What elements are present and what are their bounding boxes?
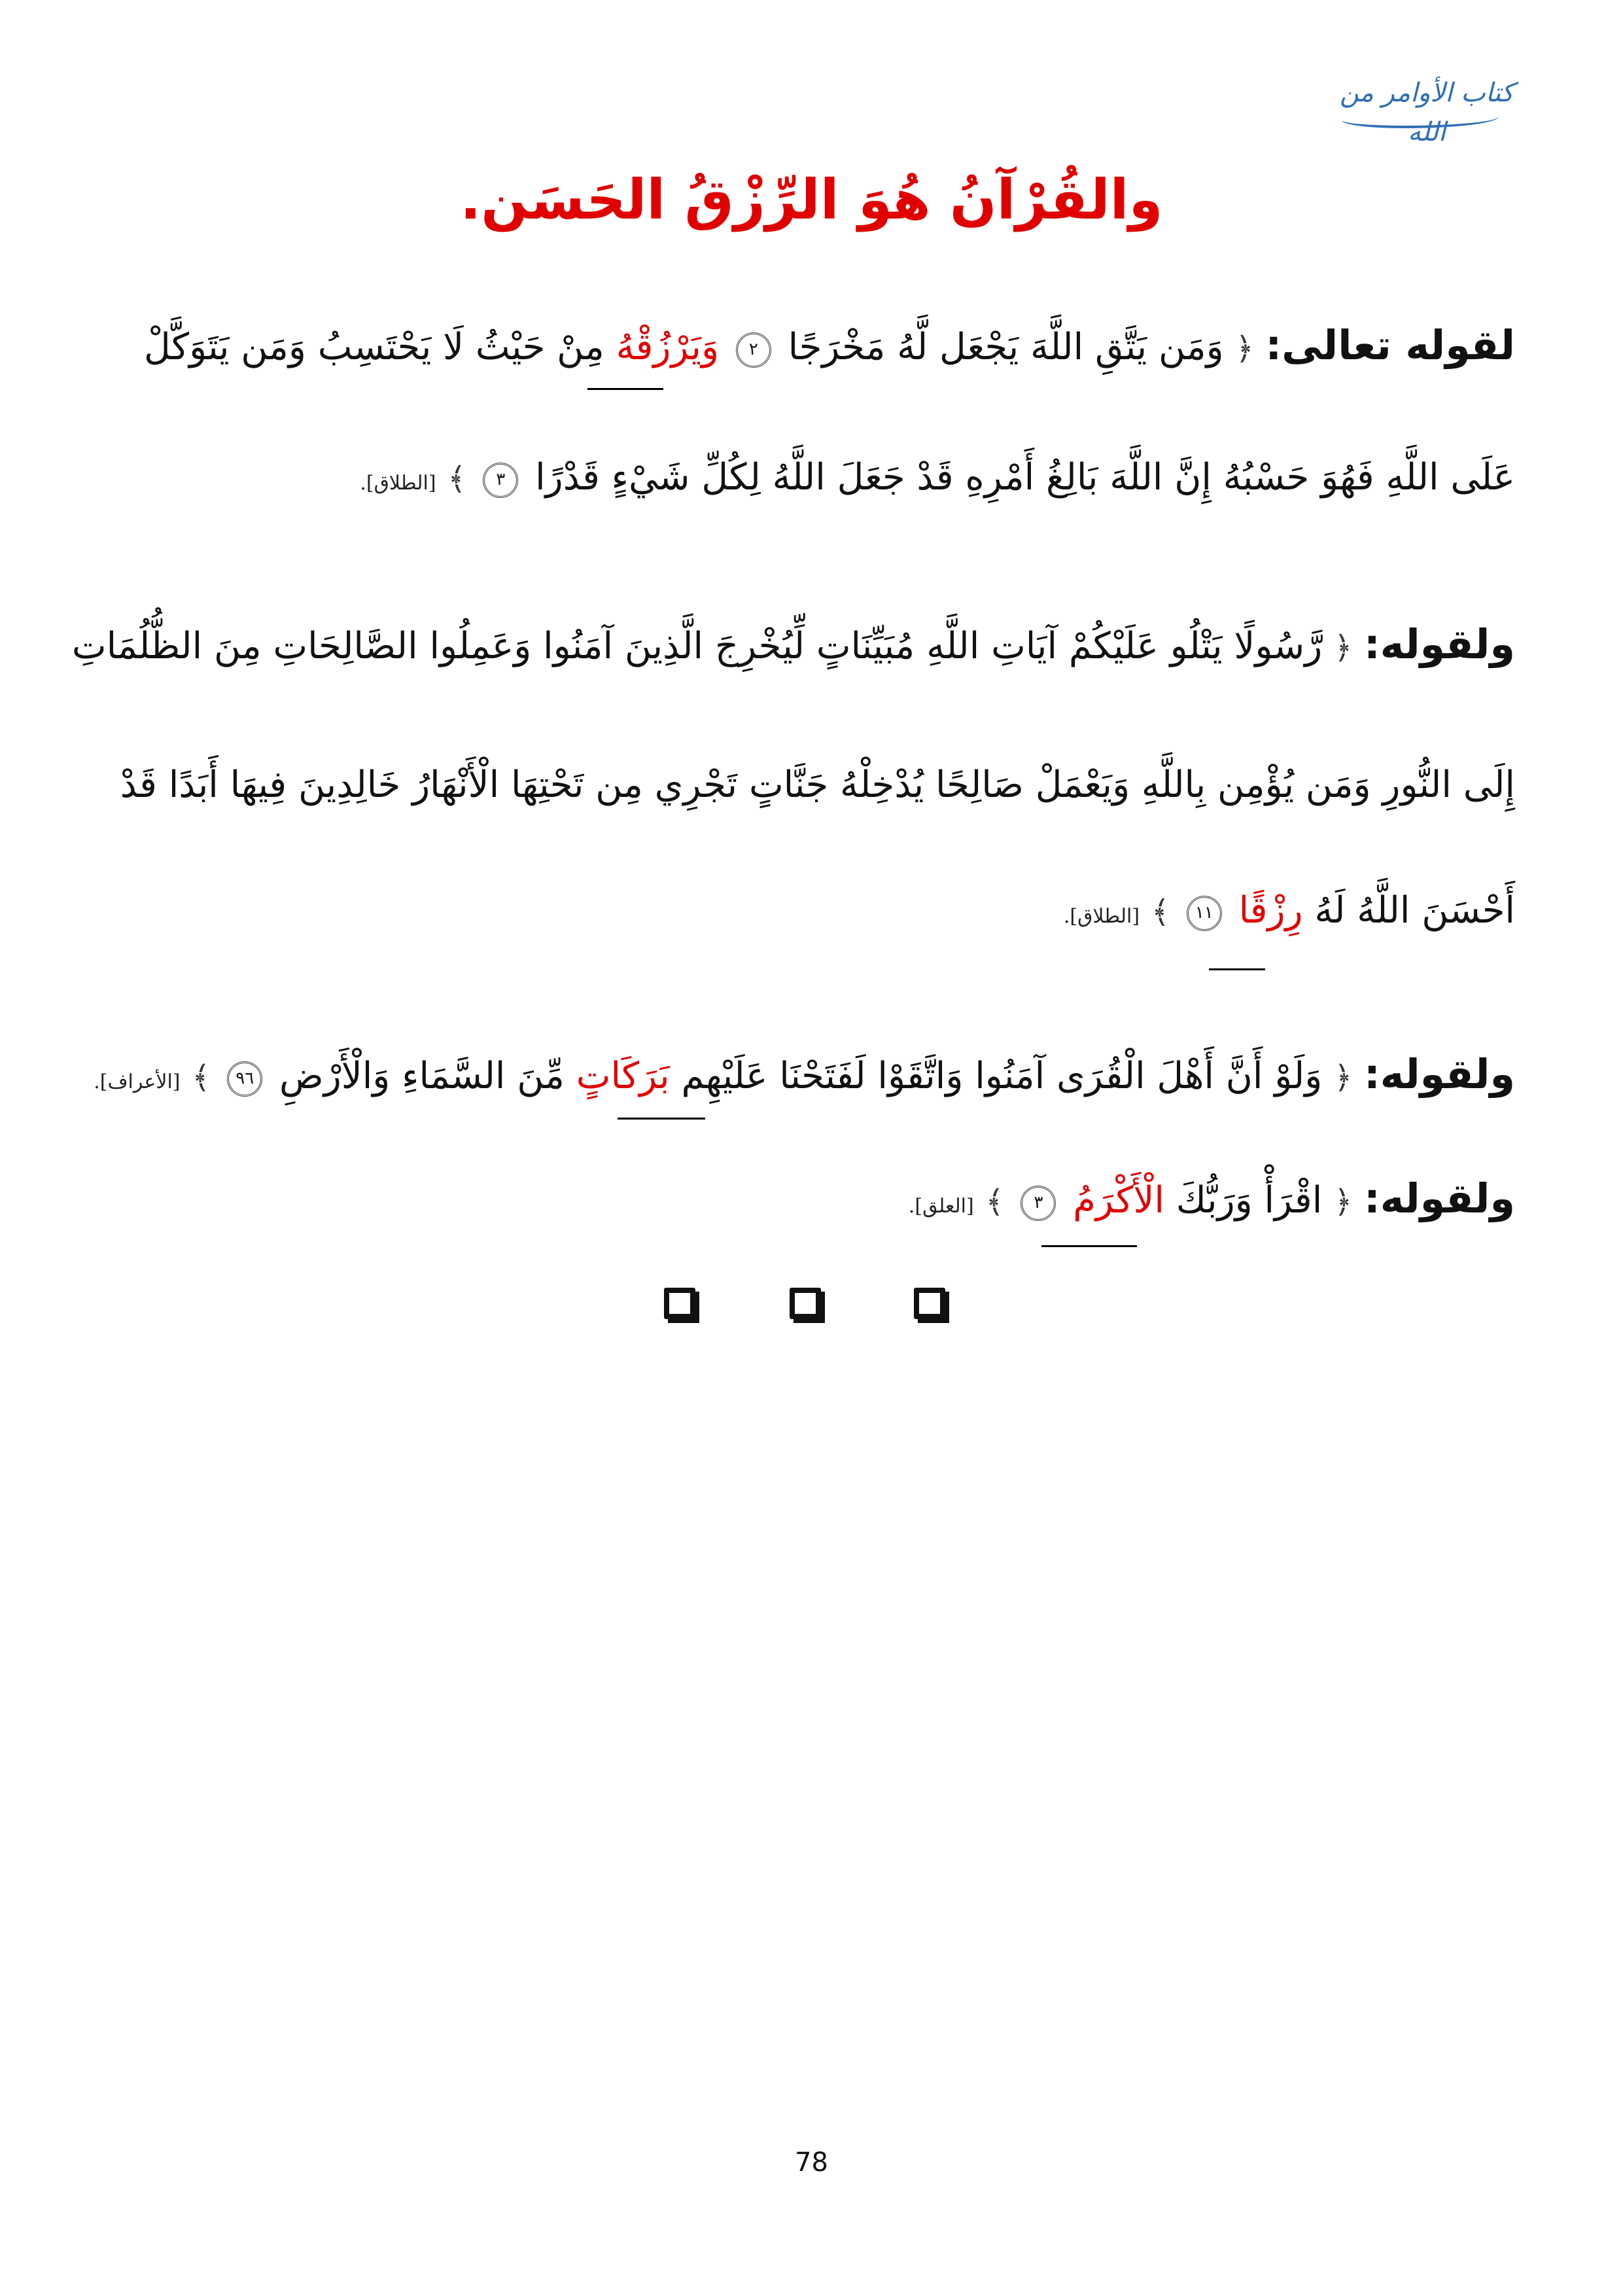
verse-2-open-bracket: ﴿	[1334, 629, 1353, 666]
verse-2-line-3-text: أَحْسَنَ اللَّهُ لَهُ	[1314, 889, 1515, 932]
verse-4-close-bracket: ﴾	[985, 1184, 1004, 1220]
verse-3-highlight-underline	[618, 1118, 705, 1120]
verse-3-lead: ولقوله:	[1364, 1050, 1515, 1098]
verse-3-highlight: بَرَكَاتٍ	[576, 1055, 670, 1097]
separator-box-icon-3	[914, 1288, 945, 1319]
verse-2-line-2	[108, 752, 1515, 818]
verse-1-line-2-text: عَلَى اللَّهِ فَهُوَ حَسْبُهُ إِنَّ اللَّهَ بَالِغُ أَمْرِهِ قَدْ جَعَلَ اللَّهُ لِكُلِّ شَيْءٍ قَدْرًا	[535, 456, 1515, 499]
verse-4-open-bracket: ﴿	[1334, 1184, 1353, 1220]
book-title-text: كتاب الأوامر من الله	[1339, 78, 1514, 147]
verse-4-ayah-marker: ٣	[1021, 1186, 1056, 1221]
verse-1-close-bracket: ﴾	[447, 461, 466, 497]
verse-2-line-1	[71, 612, 1515, 680]
verse-1-highlight: وَيَرْزُقْهُ	[616, 326, 719, 368]
logo-swoosh	[1342, 109, 1499, 128]
verse-1-highlight-underline	[587, 388, 663, 390]
verse-1-ayah-marker-a: ٢	[736, 332, 771, 368]
book-title-logo	[1329, 73, 1525, 147]
verse-2-reference: [الطلاق].	[1063, 905, 1140, 928]
verse-1-line-1	[108, 313, 1515, 381]
separator-box-icon-2	[790, 1288, 821, 1319]
verse-2-highlight: رِزْقًا	[1238, 889, 1303, 932]
verse-2-line-2-text: إِلَى النُّورِ وَمَن يُؤْمِن بِاللَّهِ وَيَعْمَلْ صَالِحًا يُدْخِلْهُ جَنَّاتٍ تَجْرِي مِن تَحْتِهَا الْأَنْهَارُ خَالِدِينَ فِيهَا أَبَدًا قَدْ	[120, 764, 1515, 806]
page-title: والقُرْآنُ هُوَ الرِّزْقُ الحَسَن.	[460, 168, 1163, 232]
verse-1-open-bracket: ﴿	[1235, 330, 1254, 367]
verse-3-text-a: وَلَوْ أَنَّ أَهْلَ الْقُرَى آمَنُوا وَاتَّقَوْا لَفَتَحْنَا عَلَيْهِم	[681, 1055, 1323, 1097]
verse-1-reference: [الطلاق].	[360, 472, 436, 495]
verse-2-ayah-marker: ١١	[1187, 896, 1222, 931]
verse-3-open-bracket: ﴿	[1334, 1059, 1353, 1096]
verse-3-text-b: مِّنَ السَّمَاءِ وَالْأَرْضِ	[279, 1055, 565, 1097]
verse-4-highlight-underline	[1041, 1245, 1137, 1247]
verse-1-text-b: مِنْ حَيْثُ لَا يَحْتَسِبُ وَمَن يَتَوَكَّلْ	[144, 326, 604, 368]
verse-4-line	[108, 1166, 1515, 1239]
verse-2-close-bracket: ﴾	[1151, 894, 1170, 930]
verse-2-line-1-text: رَّسُولًا يَتْلُو عَلَيْكُمْ آيَاتِ اللَّهِ مُبَيِّنَاتٍ لِّيُخْرِجَ الَّذِينَ آمَنُوا وَعَمِلُوا الصَّالِحَاتِ مِنَ الظُّلُمَاتِ	[71, 625, 1323, 667]
page-number: 78	[795, 2147, 828, 2178]
verse-1-ayah-marker-b: ٣	[483, 463, 518, 498]
verse-3-line	[94, 1042, 1515, 1115]
verse-2-lead: ولقوله:	[1364, 620, 1515, 668]
verse-4-highlight: الْأَكْرَمُ	[1073, 1179, 1164, 1222]
verse-4-text-a: اقْرَأْ وَرَبُّكَ	[1176, 1179, 1323, 1222]
verse-4-reference: [العلق].	[908, 1195, 974, 1218]
verse-3-close-bracket: ﴾	[192, 1059, 211, 1096]
verse-3-reference: [الأعراف].	[94, 1070, 181, 1093]
verse-2-highlight-underline	[1209, 968, 1265, 970]
verse-3-ayah-marker: ٩٦	[227, 1061, 262, 1097]
verse-1-text-a: وَمَن يَتَّقِ اللَّهَ يَجْعَل لَّهُ مَخْرَجًا	[788, 326, 1224, 368]
verse-4-lead: ولقوله:	[1364, 1174, 1515, 1222]
separator-box-icon-1	[664, 1288, 695, 1319]
verse-1-line-2	[108, 445, 1515, 516]
verse-1-lead: لقوله تعالى:	[1265, 321, 1515, 369]
verse-2-line-3	[108, 878, 1515, 949]
